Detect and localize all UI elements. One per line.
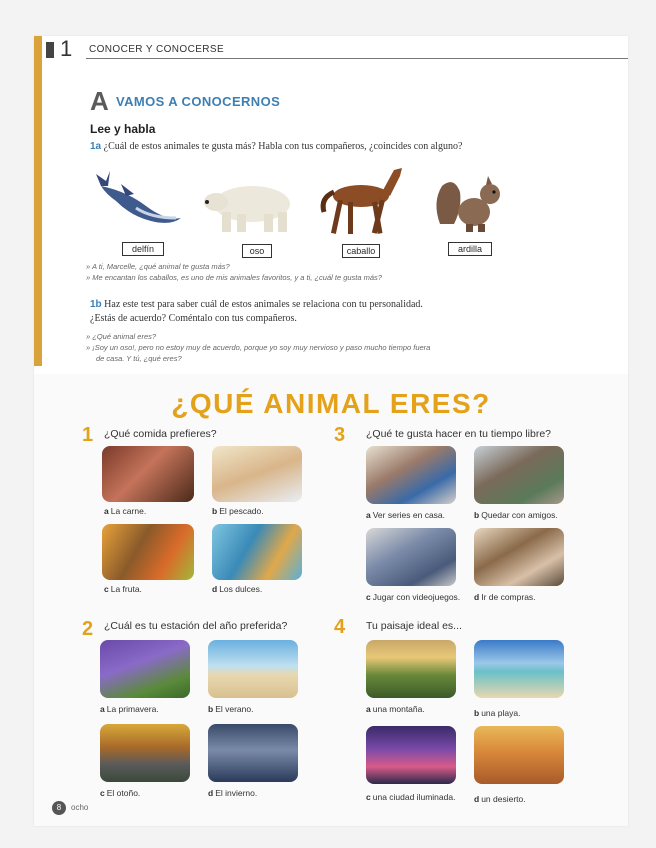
option-text: una playa. [481,708,521,718]
option-caption [212,584,262,594]
option-caption [104,584,142,594]
squirrel-image [432,172,512,241]
animal-label-horse: caballo [342,244,380,258]
page-number: 8 [52,801,66,815]
animal-label-dolphin: delfín [122,242,164,256]
option-letter: c [366,592,371,602]
option-caption [474,708,520,718]
animal-label-squirrel: ardilla [448,242,492,256]
option-letter: c [100,788,105,798]
option-letter: b [208,704,214,714]
example-line: » A ti, Marcelle, ¿qué animal te gusta más? [86,262,230,271]
activity-heading: Lee y habla [90,122,156,136]
option-text: una montaña. [372,704,425,714]
photo-desert [474,726,564,784]
quiz-question-number: 1 [82,424,94,446]
header-rule [86,58,628,59]
photo-meat [102,446,194,502]
option-text: La fruta. [110,584,142,594]
dolphin-image [96,166,186,241]
option-letter: d [212,584,218,594]
option-letter: a [104,506,109,516]
option-text: El verano. [215,704,254,714]
question-1b [90,298,423,312]
option-caption [104,506,146,516]
option-letter: a [366,704,371,714]
option-text: Los dulces. [219,584,263,594]
photo-spring [100,640,190,698]
question-1b-line1: Haz este test para saber cuál de estos animales se relaciona con tu personalidad. [104,299,423,310]
question-1b-line2: ¿Estás de acuerdo? Coméntalo con tus compañeros. [90,313,297,324]
photo-sweets [212,524,302,580]
option-text: Ver series en casa. [372,510,446,520]
example-line: » Me encantan los caballos, es uno de mis animales favoritos, y a ti, ¿cuál te gusta más? [86,273,382,282]
horse-image [316,162,411,243]
option-caption [474,592,536,602]
option-letter: d [474,794,480,804]
page-number-word: ocho [71,803,89,812]
section-letter: A [90,86,109,116]
option-caption [100,704,159,714]
polar-bear-image [202,176,297,241]
question-1a-text: ¿Cuál de estos animales te gusta más? Habla con tus compañeros, ¿coincides con alguno? [103,141,463,152]
quiz-question-number: 4 [334,616,346,638]
photo-beach [474,640,564,698]
option-caption [366,704,425,714]
photo-fish [212,446,302,502]
quiz-question-text: ¿Cuál es tu estación del año preferida? [104,620,288,632]
option-text: Quedar con amigos. [481,510,558,520]
option-text: Jugar con videojuegos. [372,592,461,602]
quiz-question-text: ¿Qué comida prefieres? [104,428,217,440]
option-letter: a [100,704,105,714]
option-letter: b [474,708,480,718]
option-letter: c [104,584,109,594]
option-letter: b [474,510,480,520]
photo-shopping [474,528,564,586]
option-caption [366,792,455,802]
example-line: de casa. Y tú, ¿qué eres? [96,354,182,363]
option-caption [474,510,558,520]
option-letter: d [208,788,214,798]
option-letter: d [474,592,480,602]
textbook-page [34,36,628,826]
unit-title: CONOCER Y CONOCERSE [89,44,225,55]
option-caption [212,506,264,516]
option-text: un desierto. [481,794,526,804]
option-text: El invierno. [215,788,258,798]
option-text: Ir de compras. [481,592,536,602]
photo-winter [208,724,298,782]
quiz-question-text: Tu paisaje ideal es... [366,620,462,632]
unit-color-bar [34,36,42,366]
option-caption [366,510,445,520]
option-text: La primavera. [106,704,159,714]
option-letter: a [366,510,371,520]
section-title: VAMOS A CONOCERNOS [116,94,281,109]
photo-tv-series [366,446,456,504]
option-letter: b [212,506,218,516]
quiz-title: ¿QUÉ ANIMAL ERES? [171,388,491,419]
example-line: » ¿Qué animal eres? [86,332,157,341]
option-text: El pescado. [219,506,264,516]
question-1a-number: 1a [90,141,102,152]
option-letter: c [366,792,371,802]
option-caption [208,704,253,714]
photo-friends [474,446,564,504]
option-caption [208,788,257,798]
option-text: El otoño. [106,788,141,798]
unit-number: 1 [60,36,73,61]
photo-videogames [366,528,456,586]
quiz-question-text: ¿Qué te gusta hacer en tu tiempo libre? [366,428,552,440]
animal-label-bear: oso [242,244,272,258]
question-1b-number: 1b [90,299,102,310]
photo-city [366,726,456,784]
quiz-question-number: 2 [82,618,94,640]
photo-summer [208,640,298,698]
option-text: La carne. [110,506,147,516]
option-text: una ciudad iluminada. [372,792,456,802]
photo-mountain [366,640,456,698]
photo-autumn [100,724,190,782]
question-1a [90,140,462,154]
quiz-question-number: 3 [334,424,346,446]
photo-fruit [102,524,194,580]
unit-marker [46,42,54,58]
option-caption [100,788,140,798]
example-line: » ¡Soy un oso!, pero no estoy muy de acuerdo, porque yo soy muy nervioso y paso mucho tiempo fuera [86,343,431,352]
option-caption [366,592,460,602]
option-caption [474,794,526,804]
